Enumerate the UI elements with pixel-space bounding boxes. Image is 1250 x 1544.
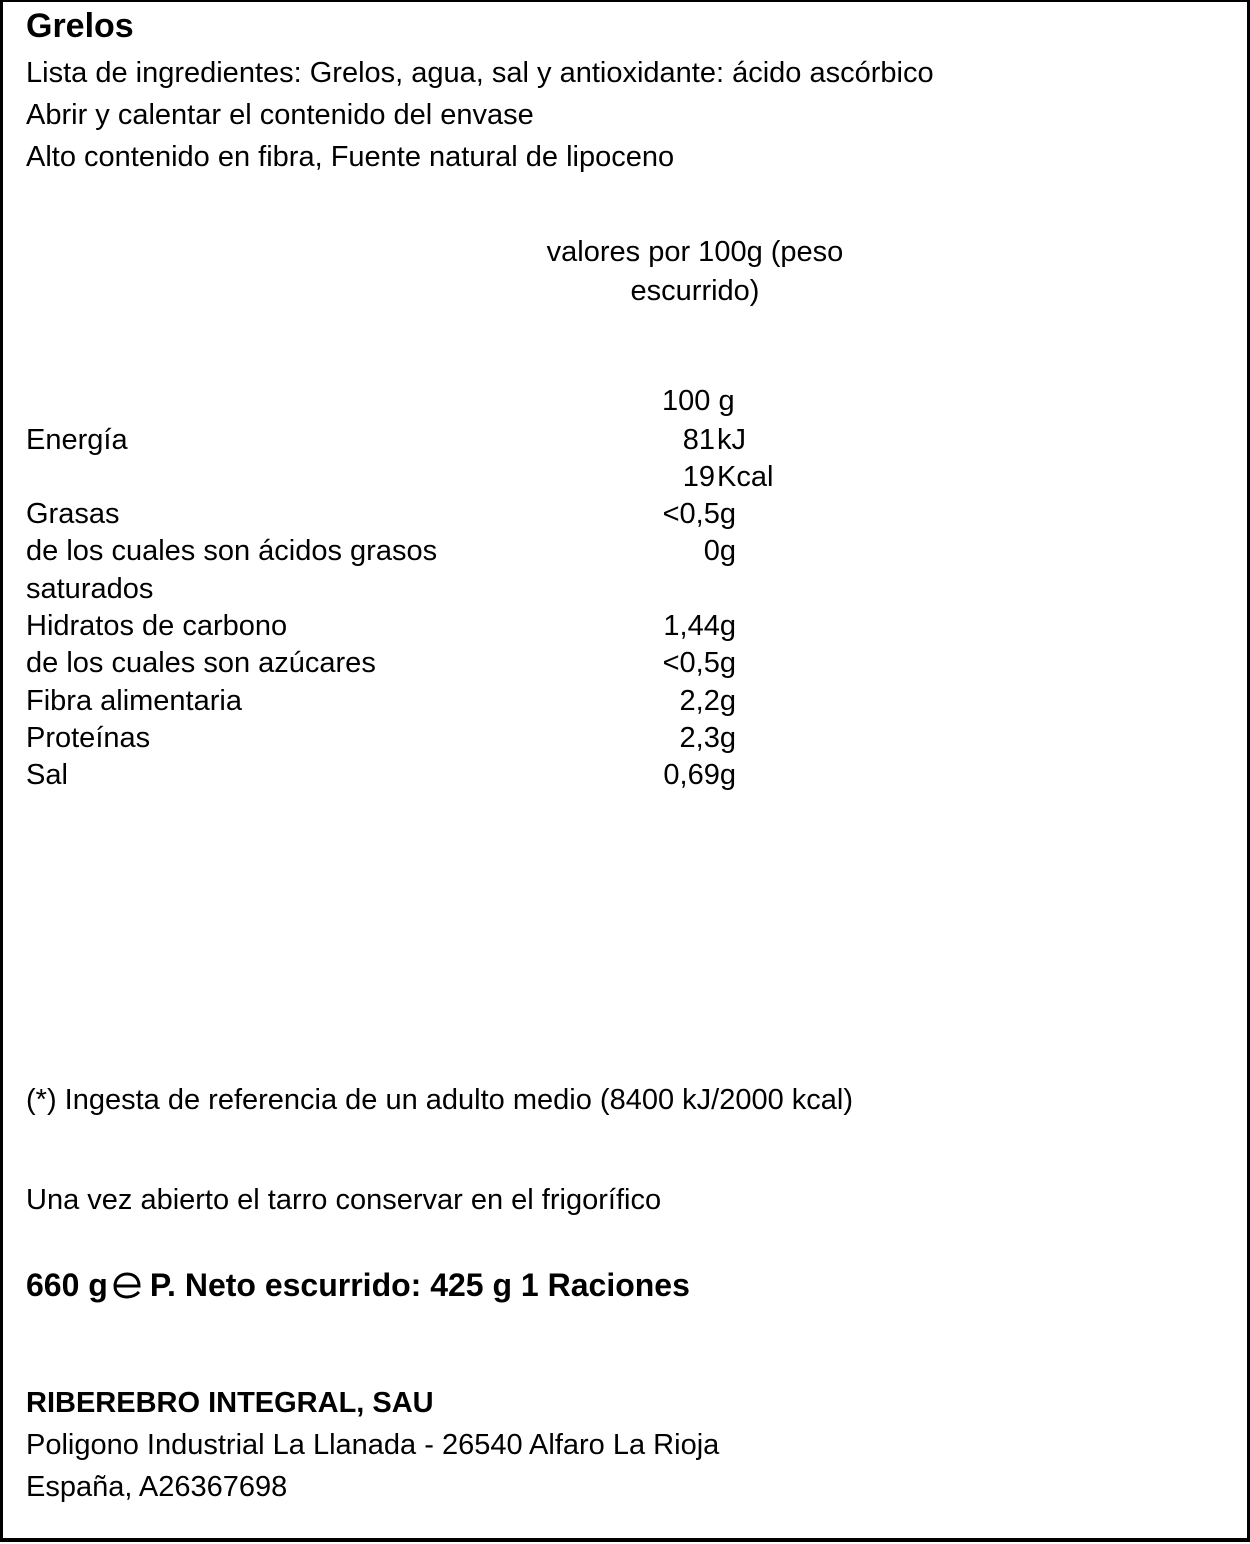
ingredients-line: Lista de ingredientes: Grelos, agua, sal y antioxidante: ácido ascórbico [26, 57, 934, 89]
net-weight: 660 g [26, 1267, 108, 1303]
nutrient-value-protein: 2,3g [679, 722, 736, 754]
energy-kcal-unit: Kcal [717, 461, 774, 493]
energy-label: Energía [26, 424, 128, 456]
nutrient-label-saturated-cont: saturados [26, 573, 154, 605]
nutrient-value-salt: 0,69g [663, 759, 736, 791]
energy-kj-unit: kJ [717, 424, 746, 456]
nutrient-label-carbs: Hidratos de carbono [26, 610, 288, 642]
nutrition-header: valores por 100g (peso escurrido) [546, 236, 844, 307]
company-address: Poligono Industrial La Llanada - 26540 Alfaro La Rioja [26, 1429, 720, 1461]
nutrient-label-salt: Sal [26, 759, 68, 791]
nutrient-label-fat: Grasas [26, 498, 120, 530]
nutrient-label-protein: Proteínas [26, 722, 151, 754]
net-weight-line [26, 1265, 690, 1309]
product-title: Grelos [26, 7, 134, 45]
nutrient-label-sugars: de los cuales son azúcares [26, 647, 376, 679]
company-country-id: España, A26367698 [26, 1471, 288, 1503]
instructions-line: Abrir y calentar el contenido del envase [26, 99, 534, 131]
energy-kcal-value: 19 [682, 461, 715, 493]
estimated-sign-icon [110, 1269, 144, 1309]
nutrient-value-saturated: 0g [703, 535, 736, 567]
nutrient-value-fiber: 2,2g [679, 685, 736, 717]
nutrition-column-label: 100 g [662, 385, 735, 417]
nutrient-value-carbs: 1,44g [663, 610, 736, 642]
storage-instructions: Una vez abierto el tarro conservar en el frigorífico [26, 1184, 662, 1216]
claims-line: Alto contenido en fibra, Fuente natural de lipoceno [26, 141, 675, 173]
nutrient-value-sugars: <0,5g [662, 647, 736, 679]
nutrient-value-fat: <0,5g [662, 498, 736, 530]
reference-intake-footnote: (*) Ingesta de referencia de un adulto medio (8400 kJ/2000 kcal) [26, 1084, 853, 1116]
company-name: RIBEREBRO INTEGRAL, SAU [26, 1387, 434, 1419]
energy-kj-value: 81 [682, 424, 715, 456]
net-drained-servings: P. Neto escurrido: 425 g 1 Raciones [149, 1267, 690, 1303]
nutrient-label-fiber: Fibra alimentaria [26, 685, 242, 717]
nutrient-label-saturated: de los cuales son ácidos grasos [26, 535, 438, 567]
